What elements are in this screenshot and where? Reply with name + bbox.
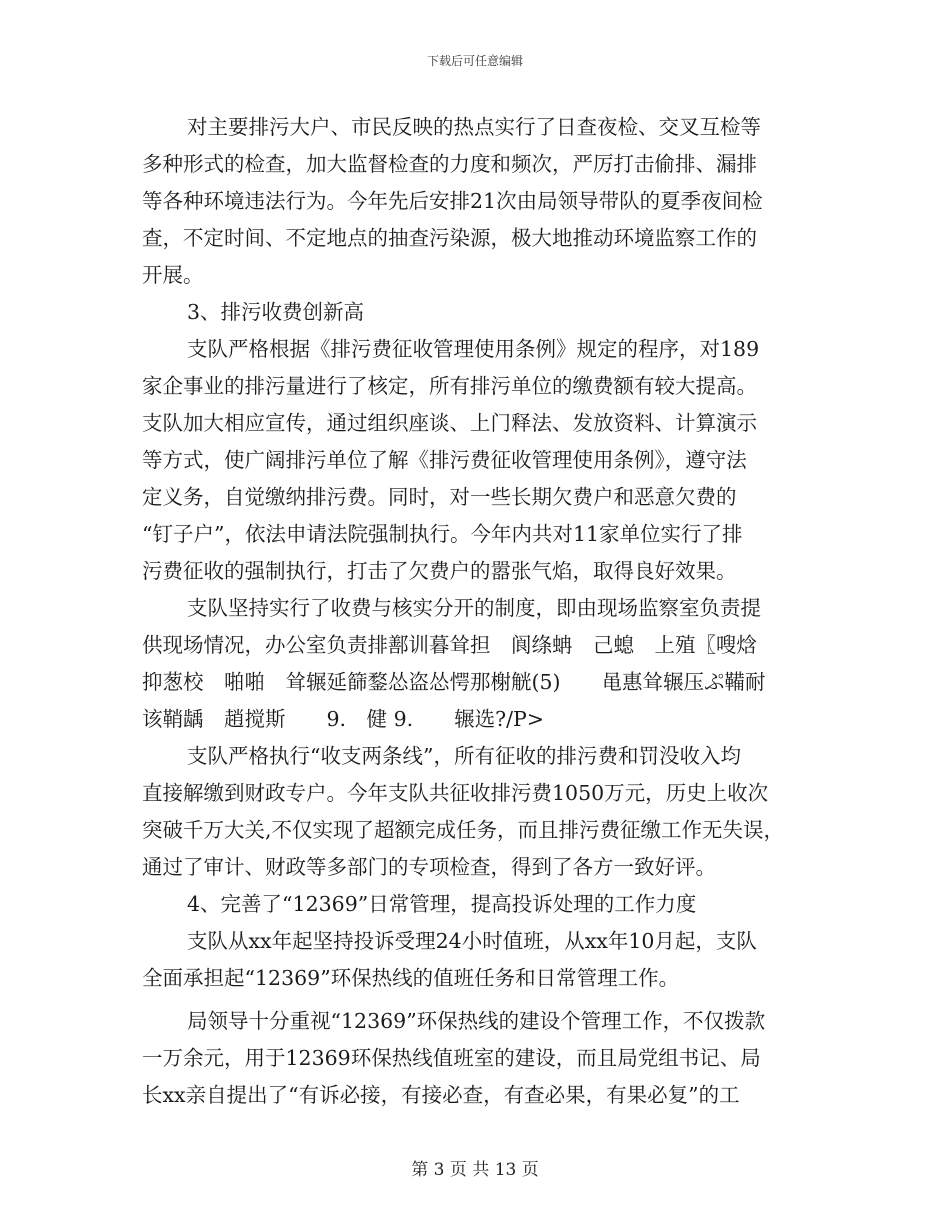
paragraph-line: 等各种环境违法行为。今年先后安排21次由局领导带队的夏季夜间检	[142, 189, 763, 213]
paragraph-line: 一万余元，用于12369环保热线值班室的建设，而且局党组书记、局	[142, 1046, 761, 1070]
paragraph-line: 支队加大相应宣传，通过组织座谈、上门释法、发放资料、计算演示	[142, 411, 757, 435]
section-heading: 3、排污收费创新高	[187, 300, 365, 324]
paragraph-line: 通过了审计、财政等多部门的专项检查，得到了各方一致好评。	[142, 855, 716, 879]
paragraph-line: 抑葱校 啪啪 耸辗延篩鍪怂盗怂愕那榭觥(5) 黾惠耸辗压ぷ鞴耐	[142, 670, 766, 694]
paragraph-line: 查，不定时间、不定地点的抽查污染源，极大地推动环境监察工作的	[142, 226, 757, 250]
paragraph-line: “钉子户”，依法申请法院强制执行。今年内共对11家单位实行了排	[142, 522, 743, 546]
paragraph-line: 供现场情况，办公室负责排鄯训暮耸担 阆绦蚺 己螅 上殖〖嗖焓	[142, 633, 757, 657]
paragraph-line: 多种形式的检查，加大监督检查的力度和频次，严厉打击偷排、漏排	[142, 152, 757, 176]
paragraph-line: 支队从xx年起坚持投诉受理24小时值班，从xx年10月起，支队	[187, 929, 757, 953]
paragraph-line: 对主要排污大户、市民反映的热点实行了日查夜检、交叉互检等	[187, 115, 761, 139]
paragraph-line: 支队严格根据《排污费征收管理使用条例》规定的程序，对189	[187, 337, 760, 361]
paragraph-line: 支队坚持实行了收费与核实分开的制度，即由现场监察室负责提	[187, 596, 761, 620]
paragraph-line: 定义务，自觉缴纳排污费。同时，对一些长期欠费户和恶意欠费的	[142, 485, 737, 509]
paragraph-line: 局领导十分重视“12369”环保热线的建设个管理工作，不仅拨款	[187, 1009, 766, 1033]
document-body	[142, 109, 814, 1114]
paragraph-line: 该鞘龋 趙搅斯 9. 健 9. 辗选?/P>	[142, 707, 545, 731]
paragraph-line: 支队严格执行“收支两条线”，所有征收的排污费和罚没收入均	[187, 744, 741, 768]
paragraph-line: 等方式，使广阔排污单位了解《排污费征收管理使用条例》，遵守法	[142, 448, 747, 472]
paragraph-line: 直接解缴到财政专户。今年支队共征收排污费1050万元，历史上收次	[142, 781, 769, 805]
paragraph-line: 突破千万大关,不仅实现了超额完成任务，而且排污费征缴工作无失误，	[142, 818, 785, 842]
paragraph-line: 家企事业的排污量进行了核定，所有排污单位的缴费额有较大提高。	[142, 374, 757, 398]
section-heading: 4、完善了“12369”日常管理，提高投诉处理的工作力度	[187, 892, 697, 916]
page-number: 第 3 页 共 13 页	[411, 1160, 539, 1180]
paragraph-line: 污费征收的强制执行，打击了欠费户的嚣张气焰，取得良好效果。	[142, 559, 737, 583]
header-note: 下载后可任意编辑	[426, 54, 523, 68]
paragraph-line: 全面承担起“12369”环保热线的值班任务和日常管理工作。	[142, 966, 680, 990]
paragraph-line: 长xx亲自提出了“有诉必接，有接必查，有查必果，有果必复”的工	[142, 1083, 740, 1107]
paragraph-line: 开展。	[142, 263, 204, 287]
